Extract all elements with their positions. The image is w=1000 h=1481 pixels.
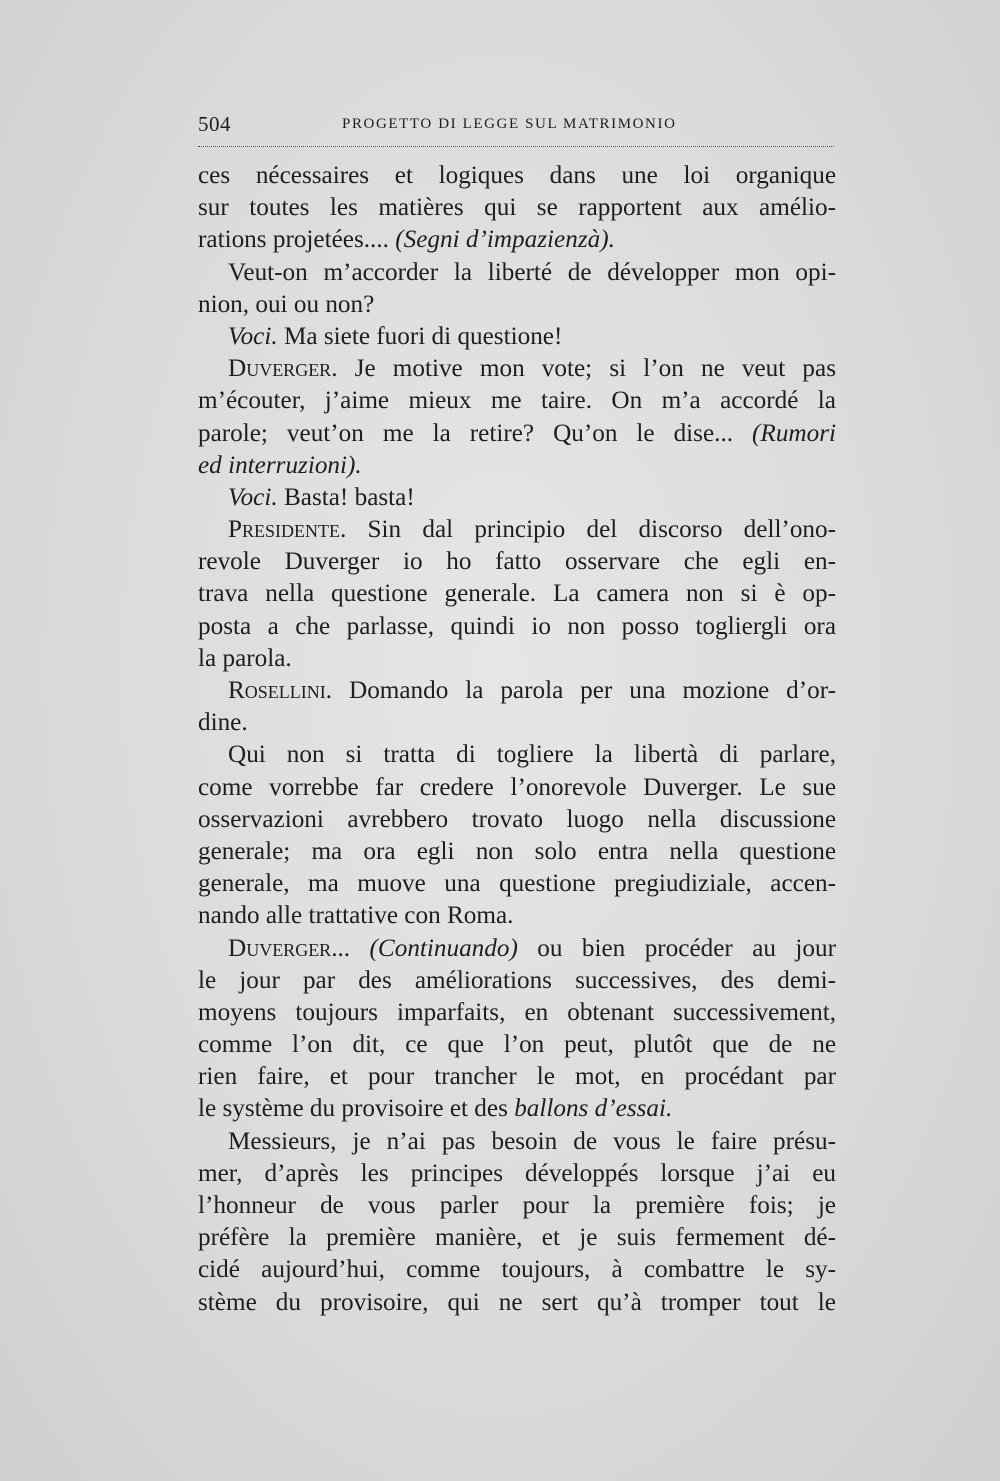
text-line — [198, 418, 836, 450]
text-line — [198, 1190, 836, 1222]
text-line — [198, 289, 836, 321]
text-span: Sin dal principio del discorso dell’ono- — [346, 516, 836, 544]
text-span: cidé aujourd’hui, comme toujours, à combattre le sy- — [198, 1256, 836, 1284]
text-line — [198, 1287, 836, 1319]
text-span: moyens toujours imparfaits, en obtenant successivement, — [198, 998, 836, 1026]
text-line — [198, 1029, 836, 1061]
text-line — [198, 1254, 836, 1286]
text-line — [198, 1126, 836, 1158]
text-line — [198, 321, 836, 353]
text-span: osservazioni avrebbero trovato luogo nella discussione — [198, 805, 836, 833]
text-span: posta a che parlasse, quindi io non posso togliergli ora — [198, 612, 836, 640]
text-line — [198, 514, 836, 546]
text-span: rien faire, et pour trancher le mot, en procédant par — [198, 1063, 836, 1091]
italic-text: Voci. — [228, 322, 278, 350]
italic-text: (Segni d’impazienzà). — [395, 226, 615, 254]
text-span: generale; ma ora egli non solo entra nella questione — [198, 837, 836, 865]
text-line — [198, 450, 836, 482]
text-span: trava nella questione generale. La camera non si è op- — [198, 580, 836, 608]
text-span: parole; veut’on me la retire? Qu’on le dise... — [198, 419, 753, 447]
text-line — [198, 772, 836, 804]
text-span: préfère la première manière, et je suis fermement dé- — [198, 1224, 836, 1252]
text-span: comme l’on dit, ce que l’on peut, plutôt que de ne — [198, 1031, 836, 1059]
body-text — [198, 160, 836, 1319]
text-line — [198, 739, 836, 771]
text-span: nando alle trattative con Roma. — [198, 902, 514, 930]
text-line — [198, 643, 836, 675]
text-line — [198, 1093, 836, 1125]
text-line — [198, 257, 836, 289]
text-line — [198, 900, 836, 932]
speaker-name: Duverger. — [228, 355, 338, 383]
italic-text: (Rumori — [752, 419, 836, 447]
text-span: come vorrebbe far credere l’onorevole Duverger. Le sue — [198, 773, 836, 801]
italic-text: ed interruzioni). — [198, 451, 362, 479]
text-line — [198, 160, 836, 192]
text-span: l’honneur de vous parler pour la première fois; je — [198, 1192, 836, 1219]
text-span: m’écouter, j’aime mieux me taire. On m’a accordé la — [198, 387, 836, 415]
speaker-name: Rosellini. — [228, 677, 333, 704]
text-line — [198, 707, 836, 739]
speaker-name: Presidente. — [228, 516, 347, 544]
text-span: la parola. — [198, 644, 292, 672]
text-span: Domando la parola per una mozione d’or- — [332, 677, 836, 704]
header-rule — [198, 146, 834, 147]
text-span: ces nécessaires et logiques dans une loi organique — [198, 162, 836, 189]
speaker-name: Duverger... — [228, 934, 351, 962]
text-line — [198, 578, 836, 610]
text-span: nion, oui ou non? — [198, 290, 375, 318]
text-line — [198, 836, 836, 868]
text-line — [198, 1158, 836, 1190]
text-line — [198, 353, 836, 385]
text-line — [198, 546, 836, 578]
text-span: le jour par des améliorations successives, des demi- — [198, 966, 836, 994]
text-span: le système du provisoire et des — [198, 1095, 515, 1123]
text-span: revole Duverger io ho fatto osservare che egli en- — [198, 548, 836, 576]
text-line — [198, 385, 836, 417]
text-span: Basta! basta! — [277, 483, 415, 511]
text-line — [198, 482, 836, 514]
text-line — [198, 611, 836, 643]
text-span: sur toutes les matières qui se rapportent aux amélio- — [198, 194, 836, 222]
page-header — [198, 112, 834, 142]
text-span: generale, ma muove una questione pregiudiziale, accen- — [198, 870, 836, 898]
italic-text: (Continuando) — [369, 934, 518, 962]
text-span: Qui non si tratta di togliere la libertà di parlare, — [228, 741, 836, 769]
text-span — [350, 935, 369, 962]
text-line — [198, 1061, 836, 1093]
text-span: Ma siete fuori di questione! — [277, 322, 563, 350]
text-line — [198, 192, 836, 224]
text-span: Messieurs, je n’ai pas besoin de vous le faire présu- — [228, 1127, 836, 1155]
text-span: Je motive mon vote; si l’on ne veut pas — [337, 355, 836, 383]
italic-text: ballons d’essai. — [514, 1095, 673, 1123]
text-line — [198, 1222, 836, 1254]
text-line — [198, 224, 836, 256]
text-line — [198, 868, 836, 900]
text-span: stème du provisoire, qui ne sert qu’à tromper tout le — [198, 1288, 836, 1316]
text-span: rations projetées.... — [198, 226, 396, 254]
text-span: ou bien procéder au jour — [517, 934, 837, 962]
text-line — [198, 997, 836, 1029]
running-title: PROGETTO DI LEGGE SUL MATRIMONIO — [342, 116, 677, 132]
italic-text: Voci. — [228, 483, 278, 511]
text-line — [198, 933, 836, 965]
text-span: Veut-on m’accorder la liberté de développer mon opi- — [228, 258, 836, 286]
text-span: dine. — [198, 709, 248, 737]
text-span: mer, d’après les principes développés lorsque j’ai eu — [198, 1159, 836, 1187]
page-number: 504 — [198, 112, 231, 136]
text-line — [198, 965, 836, 997]
text-line — [198, 675, 836, 707]
text-line — [198, 804, 836, 836]
